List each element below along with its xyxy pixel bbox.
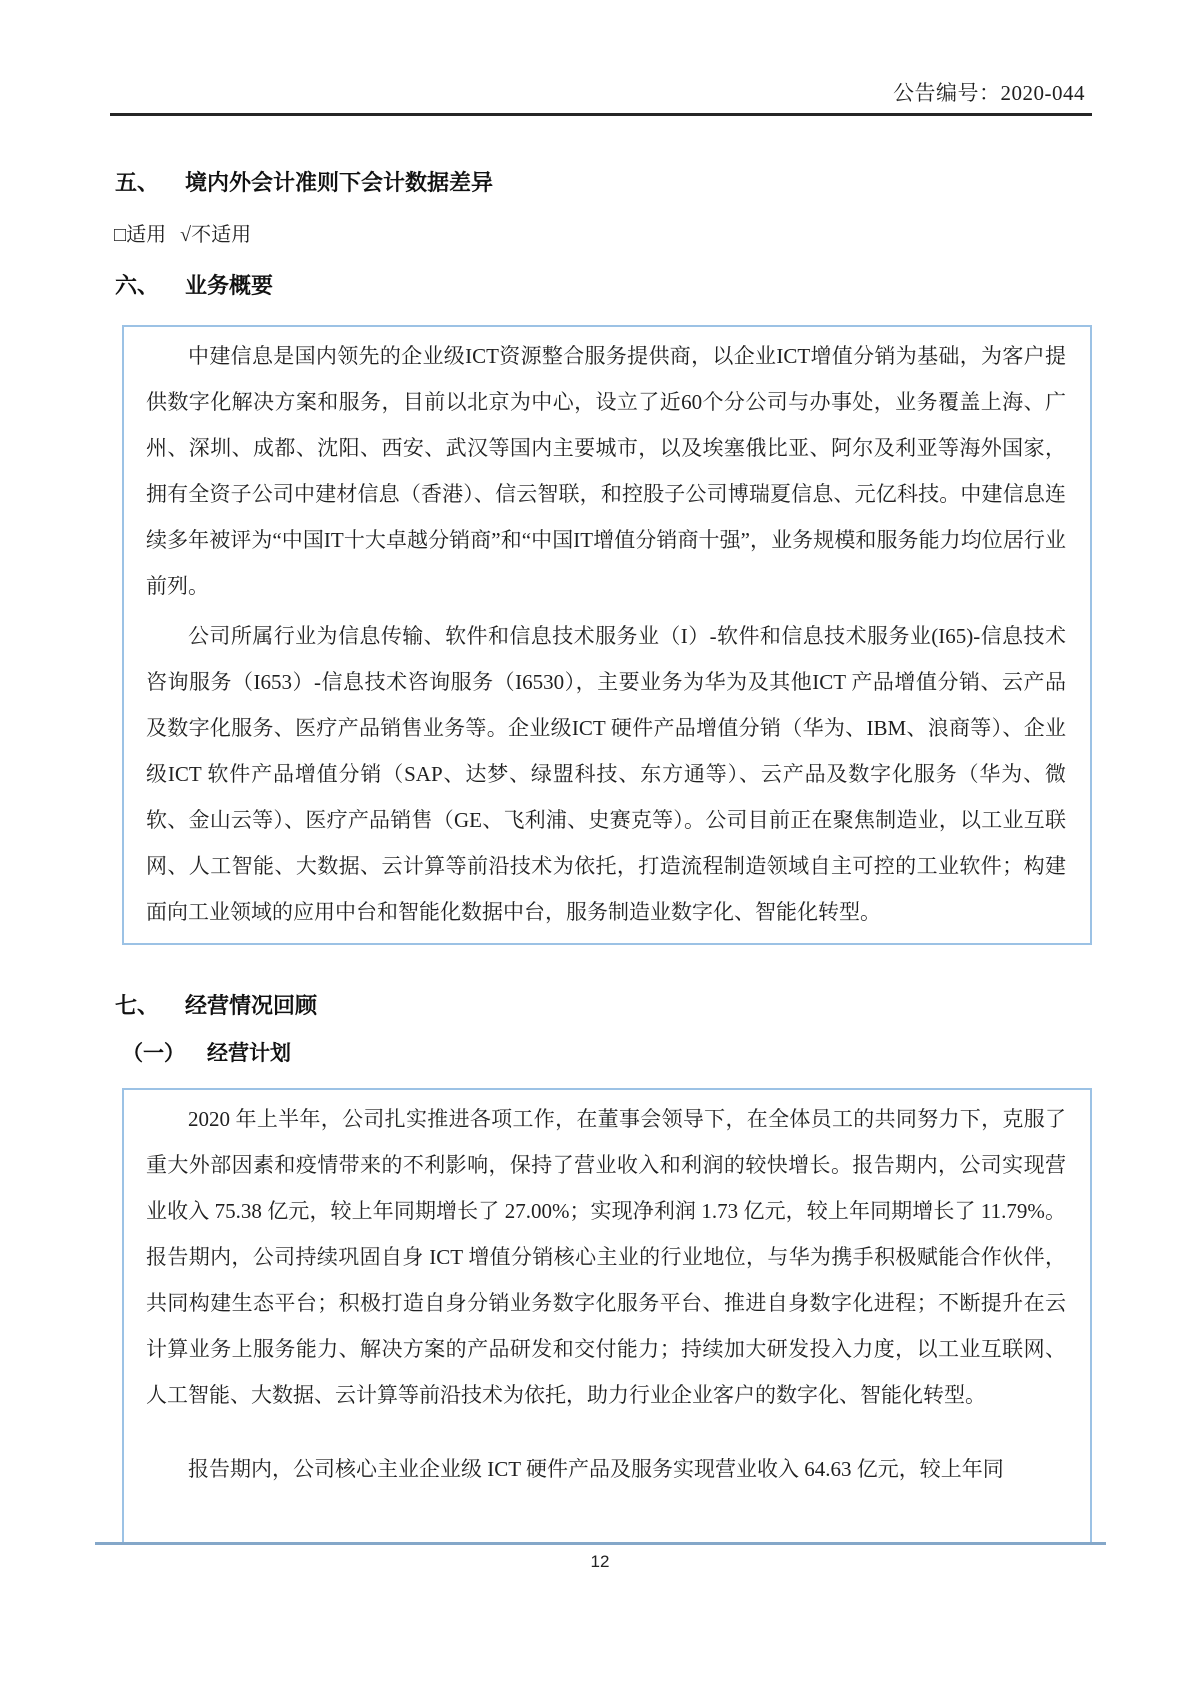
heading-title: 业务概要	[185, 273, 274, 298]
notice-number: 公告编号：2020-044	[893, 81, 1085, 105]
heading-number: 五、	[115, 170, 160, 195]
subsection-heading-operating-plan	[122, 1039, 1200, 1068]
heading-title: 经营计划	[207, 1042, 291, 1065]
header-rule	[110, 113, 1092, 116]
section-heading-six	[115, 271, 1200, 301]
operation-review-paragraph-2: 报告期内，公司核心主业企业级 ICT 硬件产品及服务实现营业收入 64.63 亿元，较上年同	[188, 1457, 1004, 1481]
heading-number: （一）	[122, 1042, 185, 1065]
heading-number: 七、	[115, 993, 160, 1018]
business-overview-box	[122, 325, 1092, 945]
heading-title: 境内外会计准则下会计数据差异	[185, 170, 494, 195]
heading-title: 经营情况回顾	[185, 993, 318, 1018]
footer-rule	[95, 1542, 1106, 1545]
section-heading-seven	[115, 991, 1200, 1021]
doc-header	[0, 0, 1200, 108]
business-overview-paragraph-1: 中建信息是国内领先的企业级ICT资源整合服务提供商，以企业ICT增值分销为基础，为客户提供数字化解决方案和服务，目前以北京为中心，设立了近60个分公司与办事处，业务覆盖上海、广州、深圳、成都、沈阳、西安、武汉等国内主要城市，以及埃塞俄比亚、阿尔及利亚等海外国家，拥有全资子公司中建材信息（香港）、信云智联，和控股子公司博瑞夏信息、元亿科技。中建信息连续多年被评为“中国IT十大卓越分销商”和“中国IT增值分销商十强”，业务规模和服务能力均位居行业前列。	[146, 344, 1066, 598]
business-overview-paragraph-2: 公司所属行业为信息传输、软件和信息技术服务业（I）-软件和信息技术服务业(I65)-信息技术咨询服务（I653）-信息技术咨询服务（I6530），主要业务为华为及其他ICT 产品增值分销、云产品及数字化服务、医疗产品销售业务等。企业级ICT 硬件产品增值分销（华为、IBM、浪商等）、企业级ICT 软件产品增值分销（SAP、达梦、绿盟科技、东方通等）、云产品及数字化服务（华为、微软、金山云等）、医疗产品销售（GE、飞利浦、史赛克等）。公司目前正在聚焦制造业，以工业互联网、人工智能、大数据、云计算等前沿技术为依托，打造流程制造领域自主可控的工业软件；构建面向工业领域的应用中台和智能化数据中台，服务制造业数字化、智能化转型。	[146, 624, 1066, 924]
heading-number: 六、	[115, 273, 160, 298]
applicability-line	[114, 222, 1200, 249]
section-heading-five	[115, 168, 1200, 198]
checkbox-unchecked-label: □适用	[114, 224, 167, 246]
page-number: 12	[590, 1552, 610, 1571]
checkbox-checked-label: √不适用	[180, 224, 252, 246]
operation-review-paragraph-1: 2020 年上半年，公司扎实推进各项工作，在董事会领导下，在全体员工的共同努力下，克服了重大外部因素和疫情带来的不利影响，保持了营业收入和利润的较快增长。报告期内，公司实现营业收入 75.38 亿元，较上年同期增长了 27.00%；实现净利润 1.73 亿元，较上年同期增长了 11.79%。报告期内，公司持续巩固自身 ICT 增值分销核心主业的行业地位，与华为携手积极赋能合作伙伴，共同构建生态平台；积极打造自身分销业务数字化服务平台、推进自身数字化进程；不断提升在云计算业务上服务能力、解决方案的产品研发和交付能力；持续加大研发投入力度，以工业互联网、人工智能、大数据、云计算等前沿技术为依托，助力行业企业客户的数字化、智能化转型。	[146, 1107, 1066, 1407]
operation-review-box	[122, 1088, 1092, 1542]
